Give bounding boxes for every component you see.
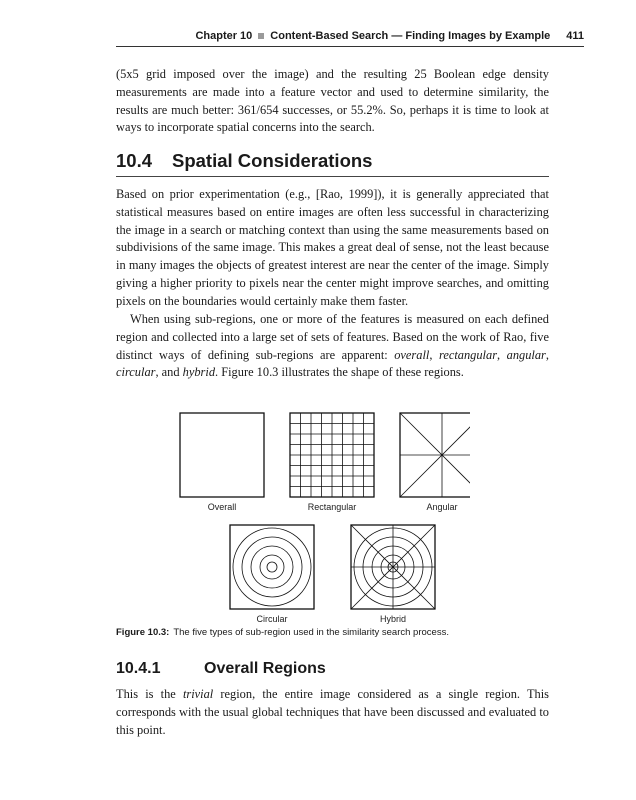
running-header xyxy=(116,30,584,46)
term-overall: overall xyxy=(394,347,430,362)
spatial-paragraph-2: When using sub-regions, one or more of the features is measured on each defined region and collected into a large set of sets of features. Based on the work of Rao, five distinct ways of defining sub-regions are apparent: overall, rectangular, angular, circular, and hybrid. Figure 10.3 illustrates the shape of these regions. xyxy=(116,312,549,380)
label-circular: Circular xyxy=(256,614,288,624)
section-rule xyxy=(116,176,549,177)
header-rule xyxy=(116,46,584,47)
overall-paragraph-lead: This is the xyxy=(116,687,183,701)
header-title: Content-Based Search — Finding Images by Example xyxy=(270,30,551,42)
header-chapter: Chapter 10 xyxy=(195,30,253,42)
term-rectangular: rectangular xyxy=(438,347,498,362)
label-hybrid: Hybrid xyxy=(379,614,407,624)
circular-region-diagram xyxy=(230,525,314,609)
term-circular: circular xyxy=(116,365,156,380)
spatial-paragraph-1: Based on prior experimentation (e.g., [Rao, 1999]), it is generally appreciated that statistical measures based on entire images are often less successful in characterizing the image in a search or matching context than using the same measurements based on subdivisions of the same image. This makes a great deal of sense, not the least because in many images the objects of greatest interest are near the center of the image. Simply giving a higher priority to pixels near the center might improve searches, and omitting pixels on the boundaries would certainly make them faster. xyxy=(116,187,549,308)
subsection-number: 10.4.1 xyxy=(116,660,161,677)
term-hybrid: hybrid xyxy=(182,365,216,380)
figure-caption xyxy=(116,627,586,638)
overall-paragraph xyxy=(116,686,549,739)
caption-text: The five types of sub-region used in the similarity search process. xyxy=(173,627,449,638)
subsection-title: Overall Regions xyxy=(204,660,326,677)
spatial-paragraph-2-text: When using sub-regions, one or more of the features is measured on each defined region and collected into a large set of sets of features. Based on the work of Rao, five distinct ways of defining sub-regions are apparent: xyxy=(116,312,549,362)
header-bullet-icon xyxy=(258,33,264,39)
section-title: Spatial Considerations xyxy=(172,150,373,171)
label-angular: Angular xyxy=(426,502,458,512)
term-trivial: trivial xyxy=(182,687,214,701)
section-number: 10.4 xyxy=(116,150,153,171)
angular-region-diagram xyxy=(400,413,470,497)
overall-region-diagram xyxy=(180,413,264,497)
overall-paragraph-rest: region, the entire image considered as a single region. This corresponds with the usual global techniques that have been discussed and evaluated to this point. xyxy=(116,687,549,737)
intro-paragraph: (5x5 grid imposed over the image) and the resulting 25 Boolean edge density measurements are made into a feature vector and used to determine similarity, the results are much better: 361/654 successes, or 55.2%. So, perhaps it is time to look at ways to incorporate spatial concerns into the search. xyxy=(116,67,549,135)
term-and: and xyxy=(161,365,180,380)
spatial-paragraph-2-tail: . Figure 10.3 illustrates the shape of these regions. xyxy=(215,365,464,380)
subsection-heading xyxy=(116,660,549,678)
label-rectangular: Rectangular xyxy=(307,502,357,512)
section-heading xyxy=(116,150,549,172)
label-overall: Overall xyxy=(207,502,237,512)
hybrid-region-diagram xyxy=(351,525,435,609)
page-number: 411 xyxy=(566,30,584,42)
caption-label: Figure 10.3: xyxy=(116,627,170,638)
term-angular: angular xyxy=(506,347,546,362)
rectangular-region-diagram xyxy=(290,413,374,497)
figure-subregions xyxy=(170,410,470,625)
